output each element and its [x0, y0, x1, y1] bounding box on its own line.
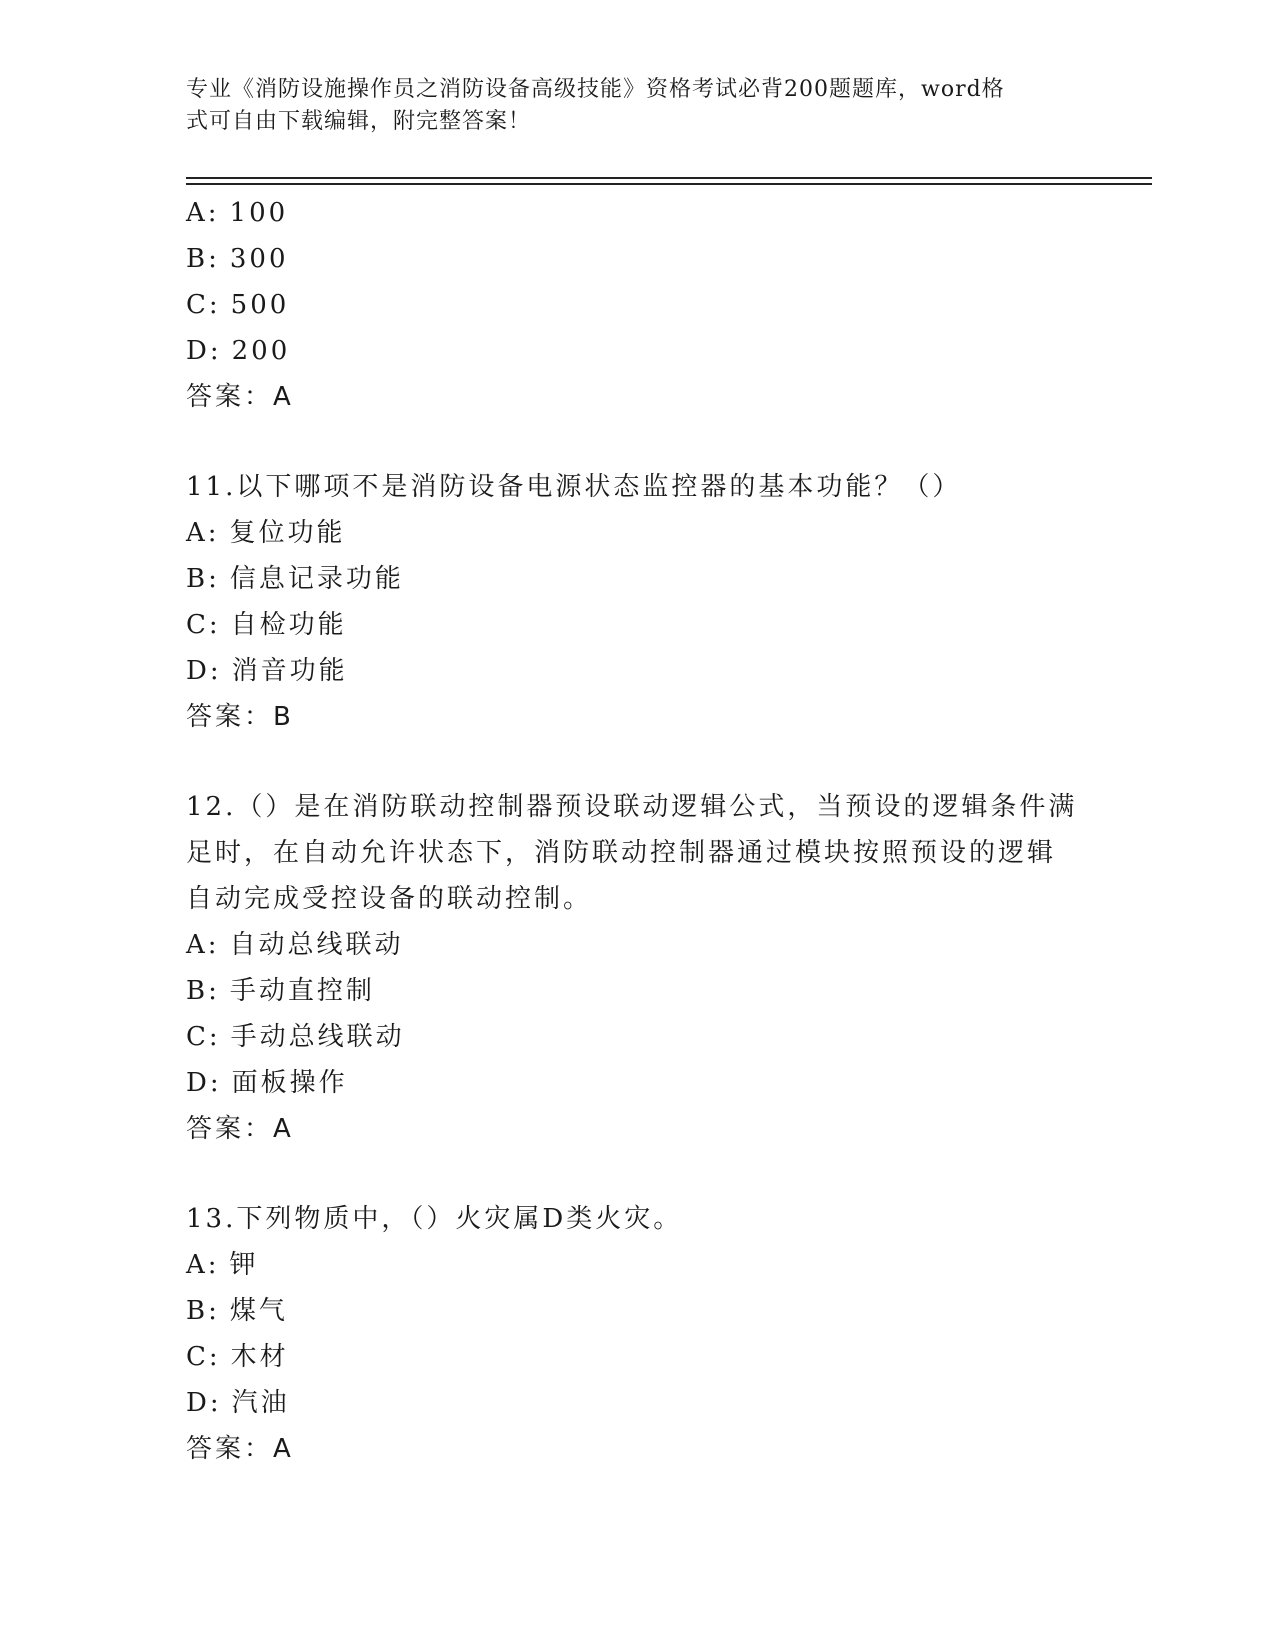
option-text: 自检功能: [230, 610, 347, 640]
answer-line: [186, 374, 1086, 420]
option-text: 200: [231, 336, 291, 366]
option-d: D: 消音功能: [186, 656, 348, 686]
question-10: [186, 190, 1086, 420]
answer-value: A: [273, 382, 293, 412]
question-12: [186, 784, 1086, 1152]
question-text-line-1: 12.（）是在消防联动控制器预设联动逻辑公式，当预设的逻辑条件满: [186, 792, 1078, 822]
option-d: D: 200: [186, 336, 291, 366]
question-text: 11.以下哪项不是消防设备电源状态监控器的基本功能？（）: [186, 472, 962, 502]
answer-value: B: [273, 702, 293, 732]
option-a: A: 钾: [186, 1250, 259, 1280]
option-b: B: 信息记录功能: [186, 564, 404, 594]
option-text: 300: [229, 244, 289, 274]
option-d: D: 面板操作: [186, 1068, 348, 1098]
question-text-line-3: 自动完成受控设备的联动控制。: [186, 884, 593, 914]
option-text: 自动总线联动: [229, 930, 404, 960]
option-d: D: 汽油: [186, 1388, 290, 1418]
option-text: 面板操作: [231, 1068, 348, 1098]
question-text: 13.下列物质中，（）火灾属D类火灾。: [186, 1204, 683, 1234]
question-list: [186, 190, 1086, 1472]
option-text: 钾: [229, 1250, 259, 1280]
spacer: [186, 420, 1086, 464]
option-b: B: 手动直控制: [186, 976, 375, 1006]
option-c: C: 木材: [186, 1342, 289, 1372]
spacer: [186, 1152, 1086, 1196]
option-c: C: 500: [186, 290, 290, 320]
option-c: C: 手动总线联动: [186, 1022, 405, 1052]
option-text: 煤气: [229, 1296, 288, 1326]
answer-label: 答案：: [186, 1434, 274, 1464]
option-b: B: 300: [186, 244, 289, 274]
option-text: 500: [230, 290, 290, 320]
question-11: [186, 464, 1086, 740]
option-a: A: 自动总线联动: [186, 930, 404, 960]
header-divider-top: [186, 177, 1152, 179]
option-text: 手动直控制: [229, 976, 375, 1006]
option-a: A: 100: [186, 198, 289, 228]
option-b: B: 煤气: [186, 1296, 288, 1326]
option-text: 消音功能: [231, 656, 348, 686]
question-text-line-2: 足时，在自动允许状态下，消防联动控制器通过模块按照预设的逻辑: [186, 838, 1057, 868]
option-text: 木材: [230, 1342, 289, 1372]
answer-label: 答案：: [186, 382, 274, 412]
question-13: [186, 1196, 1086, 1472]
answer-line: [186, 1426, 1086, 1472]
option-text: 汽油: [231, 1388, 290, 1418]
header-divider-bottom: [186, 183, 1152, 185]
option-text: 100: [229, 198, 289, 228]
answer-label: 答案：: [186, 702, 274, 732]
option-text: 信息记录功能: [229, 564, 404, 594]
option-text: 复位功能: [229, 518, 346, 548]
option-a: A: 复位功能: [186, 518, 346, 548]
spacer: [186, 740, 1086, 784]
header-line-1: 专业《消防设施操作员之消防设备高级技能》资格考试必背200题题库，word格: [186, 77, 1005, 102]
answer-value: A: [273, 1114, 293, 1144]
answer-label: 答案：: [186, 1114, 274, 1144]
answer-line: [186, 694, 1086, 740]
header-line-2: 式可自由下载编辑，附完整答案！: [186, 109, 532, 134]
document-header: [186, 74, 1066, 138]
option-text: 手动总线联动: [230, 1022, 405, 1052]
answer-line: [186, 1106, 1086, 1152]
option-c: C: 自检功能: [186, 610, 347, 640]
answer-value: A: [273, 1434, 293, 1464]
